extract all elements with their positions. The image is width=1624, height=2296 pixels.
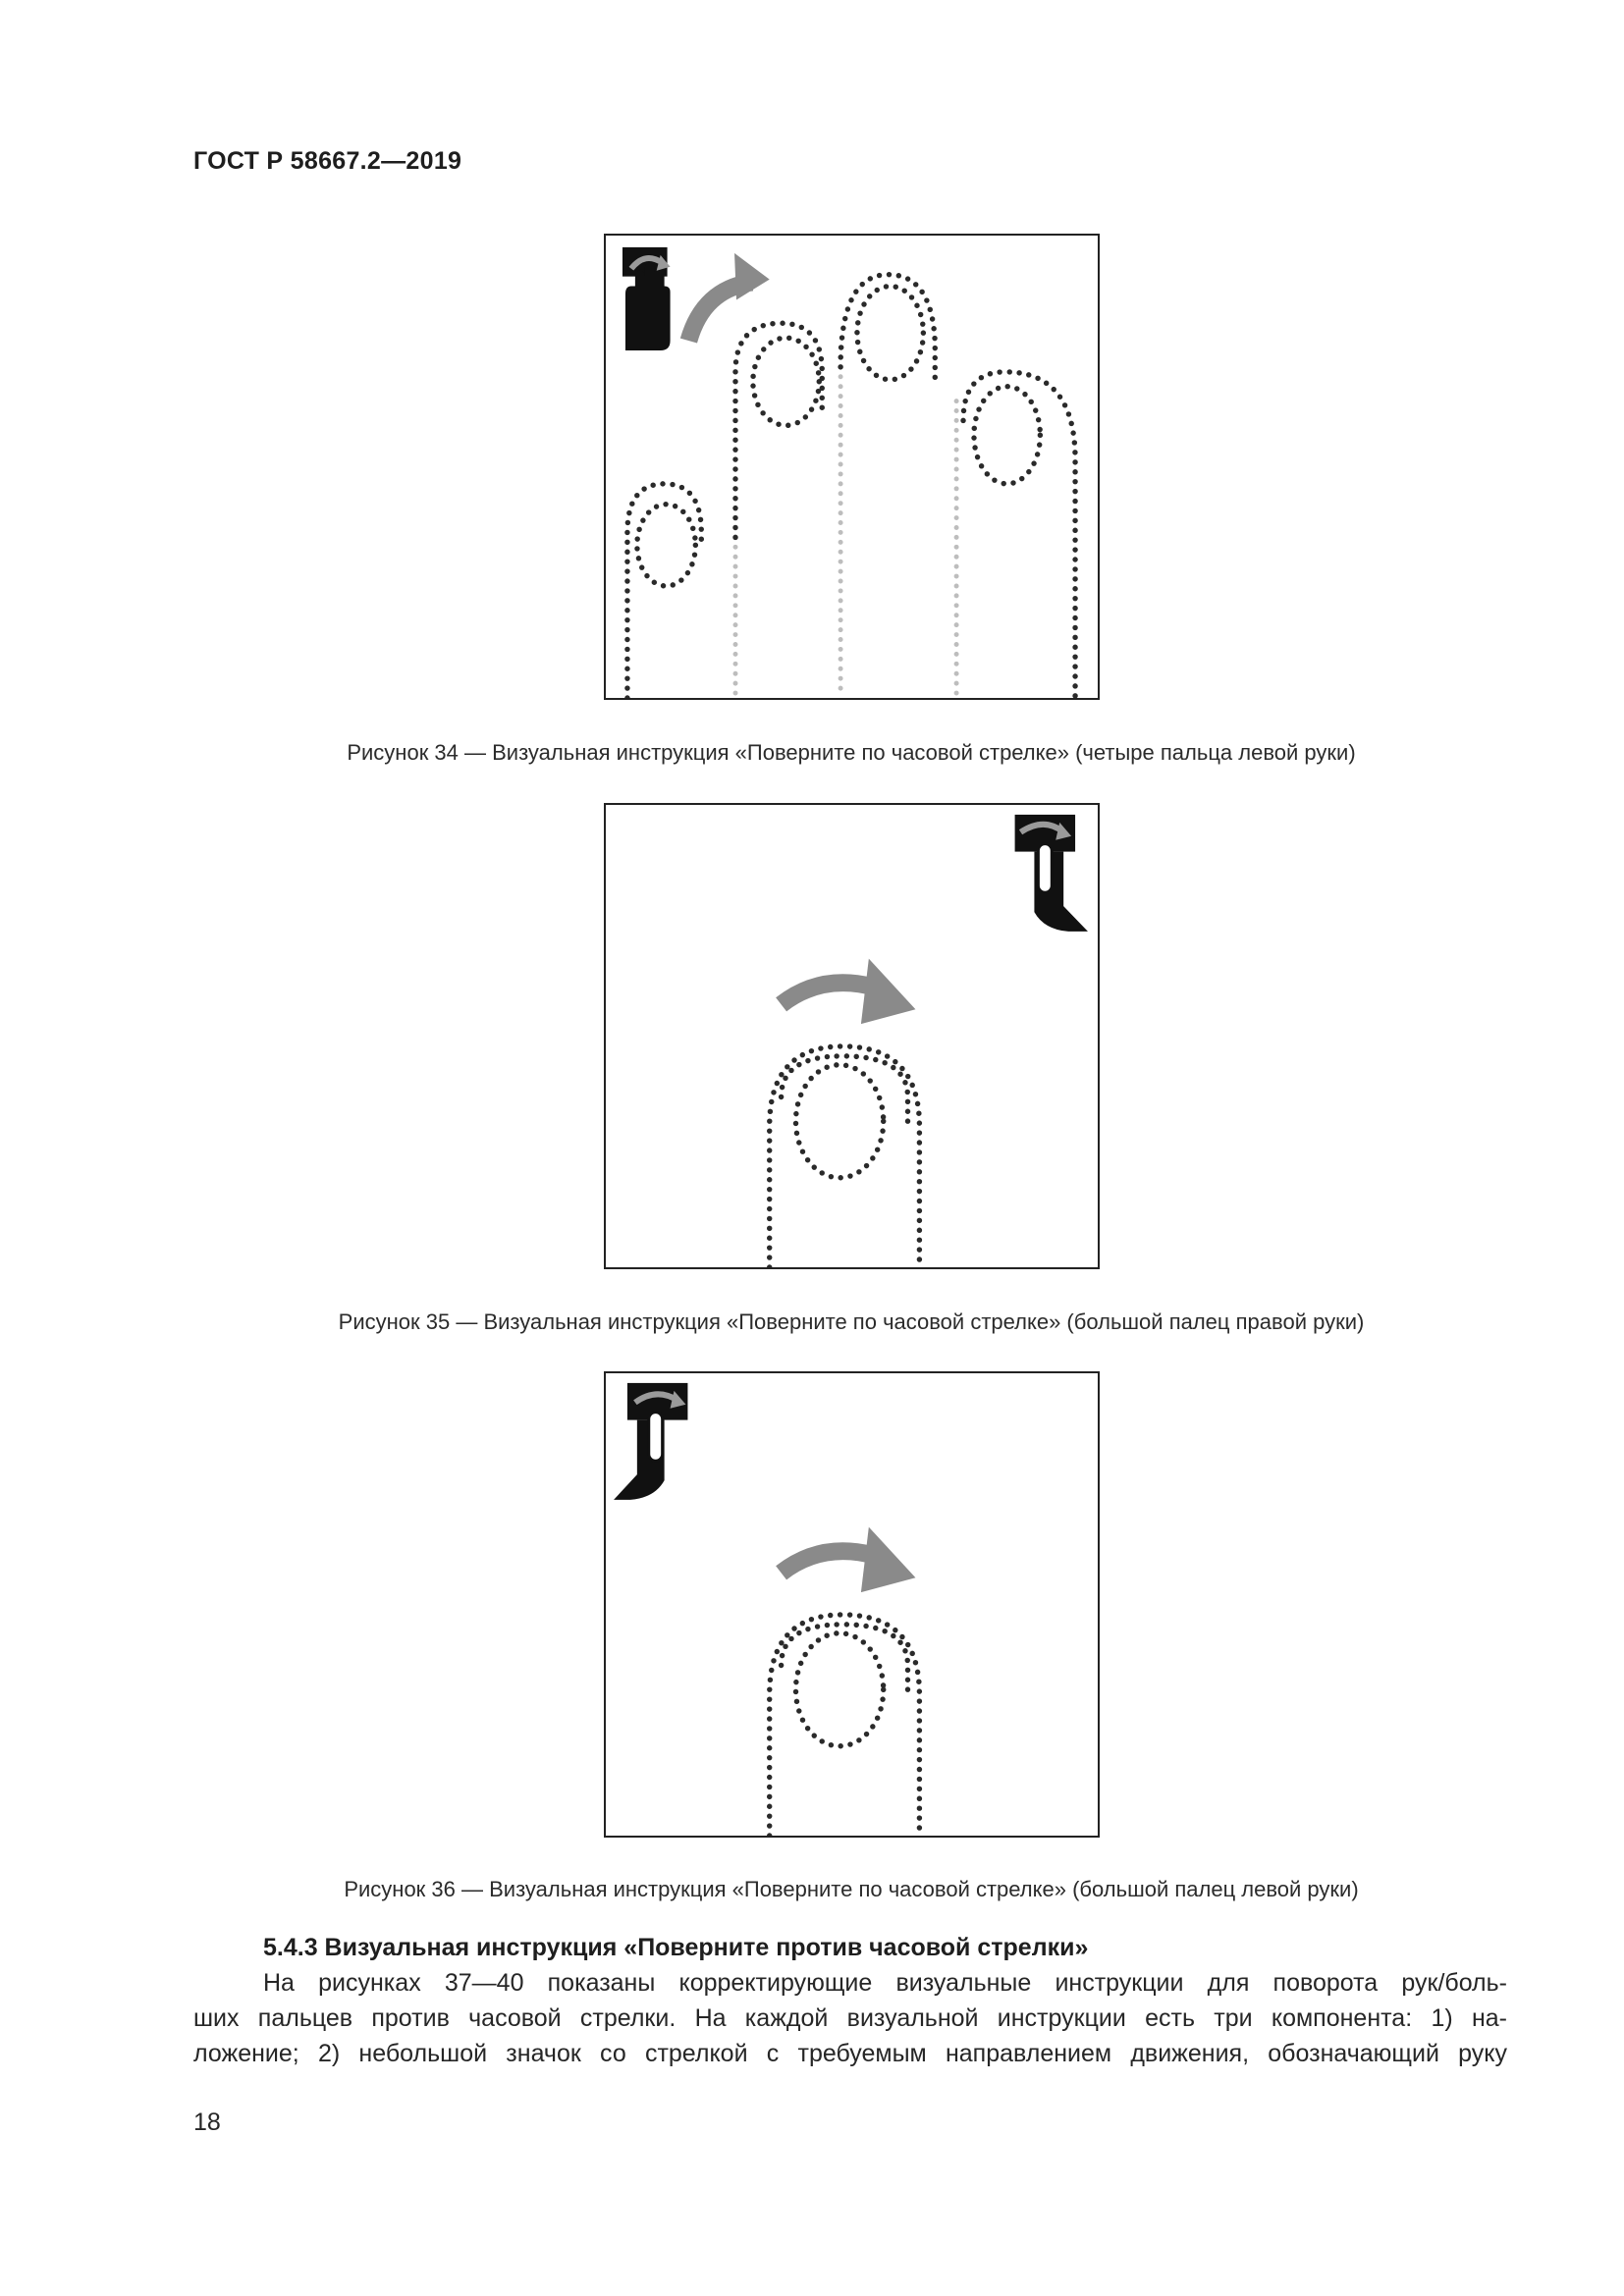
figure-35-caption: Рисунок 35 — Визуальная инструкция «Поверните по часовой стрелке» (большой палец правой руки) — [338, 1309, 1365, 1334]
figure-35-illustration — [606, 805, 1098, 1267]
figure-34-illustration — [606, 236, 1098, 698]
page-number: 18 — [193, 2109, 221, 2136]
figure-36-caption: Рисунок 36 — Визуальная инструкция «Поверните по часовой стрелке» (большой палец левой руки) — [344, 1877, 1359, 1901]
figure-35 — [604, 803, 1100, 1269]
paragraph-line: На рисунках 37—40 показаны корректирующие визуальные инструкции для поворота рук/боль- — [263, 1969, 1507, 1997]
figure-36 — [604, 1371, 1100, 1838]
section-paragraph — [193, 1965, 1507, 2071]
finger-ghost-lines — [735, 347, 956, 698]
clockwise-arrow-icon — [688, 253, 769, 341]
paragraph-line: ших пальцев против часовой стрелки. На каждой визуальной инструкции есть три компонента: 1) на- — [193, 2004, 1507, 2032]
document-header: ГОСТ Р 58667.2—2019 — [193, 147, 462, 175]
clockwise-arrow-icon — [782, 959, 916, 1024]
left-thumb-rotate-icon — [614, 1383, 687, 1500]
figure-36-illustration — [606, 1373, 1098, 1836]
figure-34 — [604, 234, 1100, 700]
four-fingers-left-hand-rotate-icon — [623, 247, 671, 350]
thumb-outline — [770, 1615, 920, 1836]
figure-34-caption: Рисунок 34 — Визуальная инструкция «Поверните по часовой стрелке» (четыре пальца левой руки) — [347, 740, 1356, 765]
thumb-outline — [770, 1046, 920, 1267]
clockwise-arrow-icon — [782, 1527, 916, 1592]
right-thumb-rotate-icon — [1015, 815, 1088, 932]
paragraph-line: ложение; 2) небольшой значок со стрелкой с требуемым направлением движения, обозначающий руку — [193, 2040, 1507, 2067]
section-heading: 5.4.3 Визуальная инструкция «Поверните против часовой стрелки» — [263, 1934, 1089, 1961]
